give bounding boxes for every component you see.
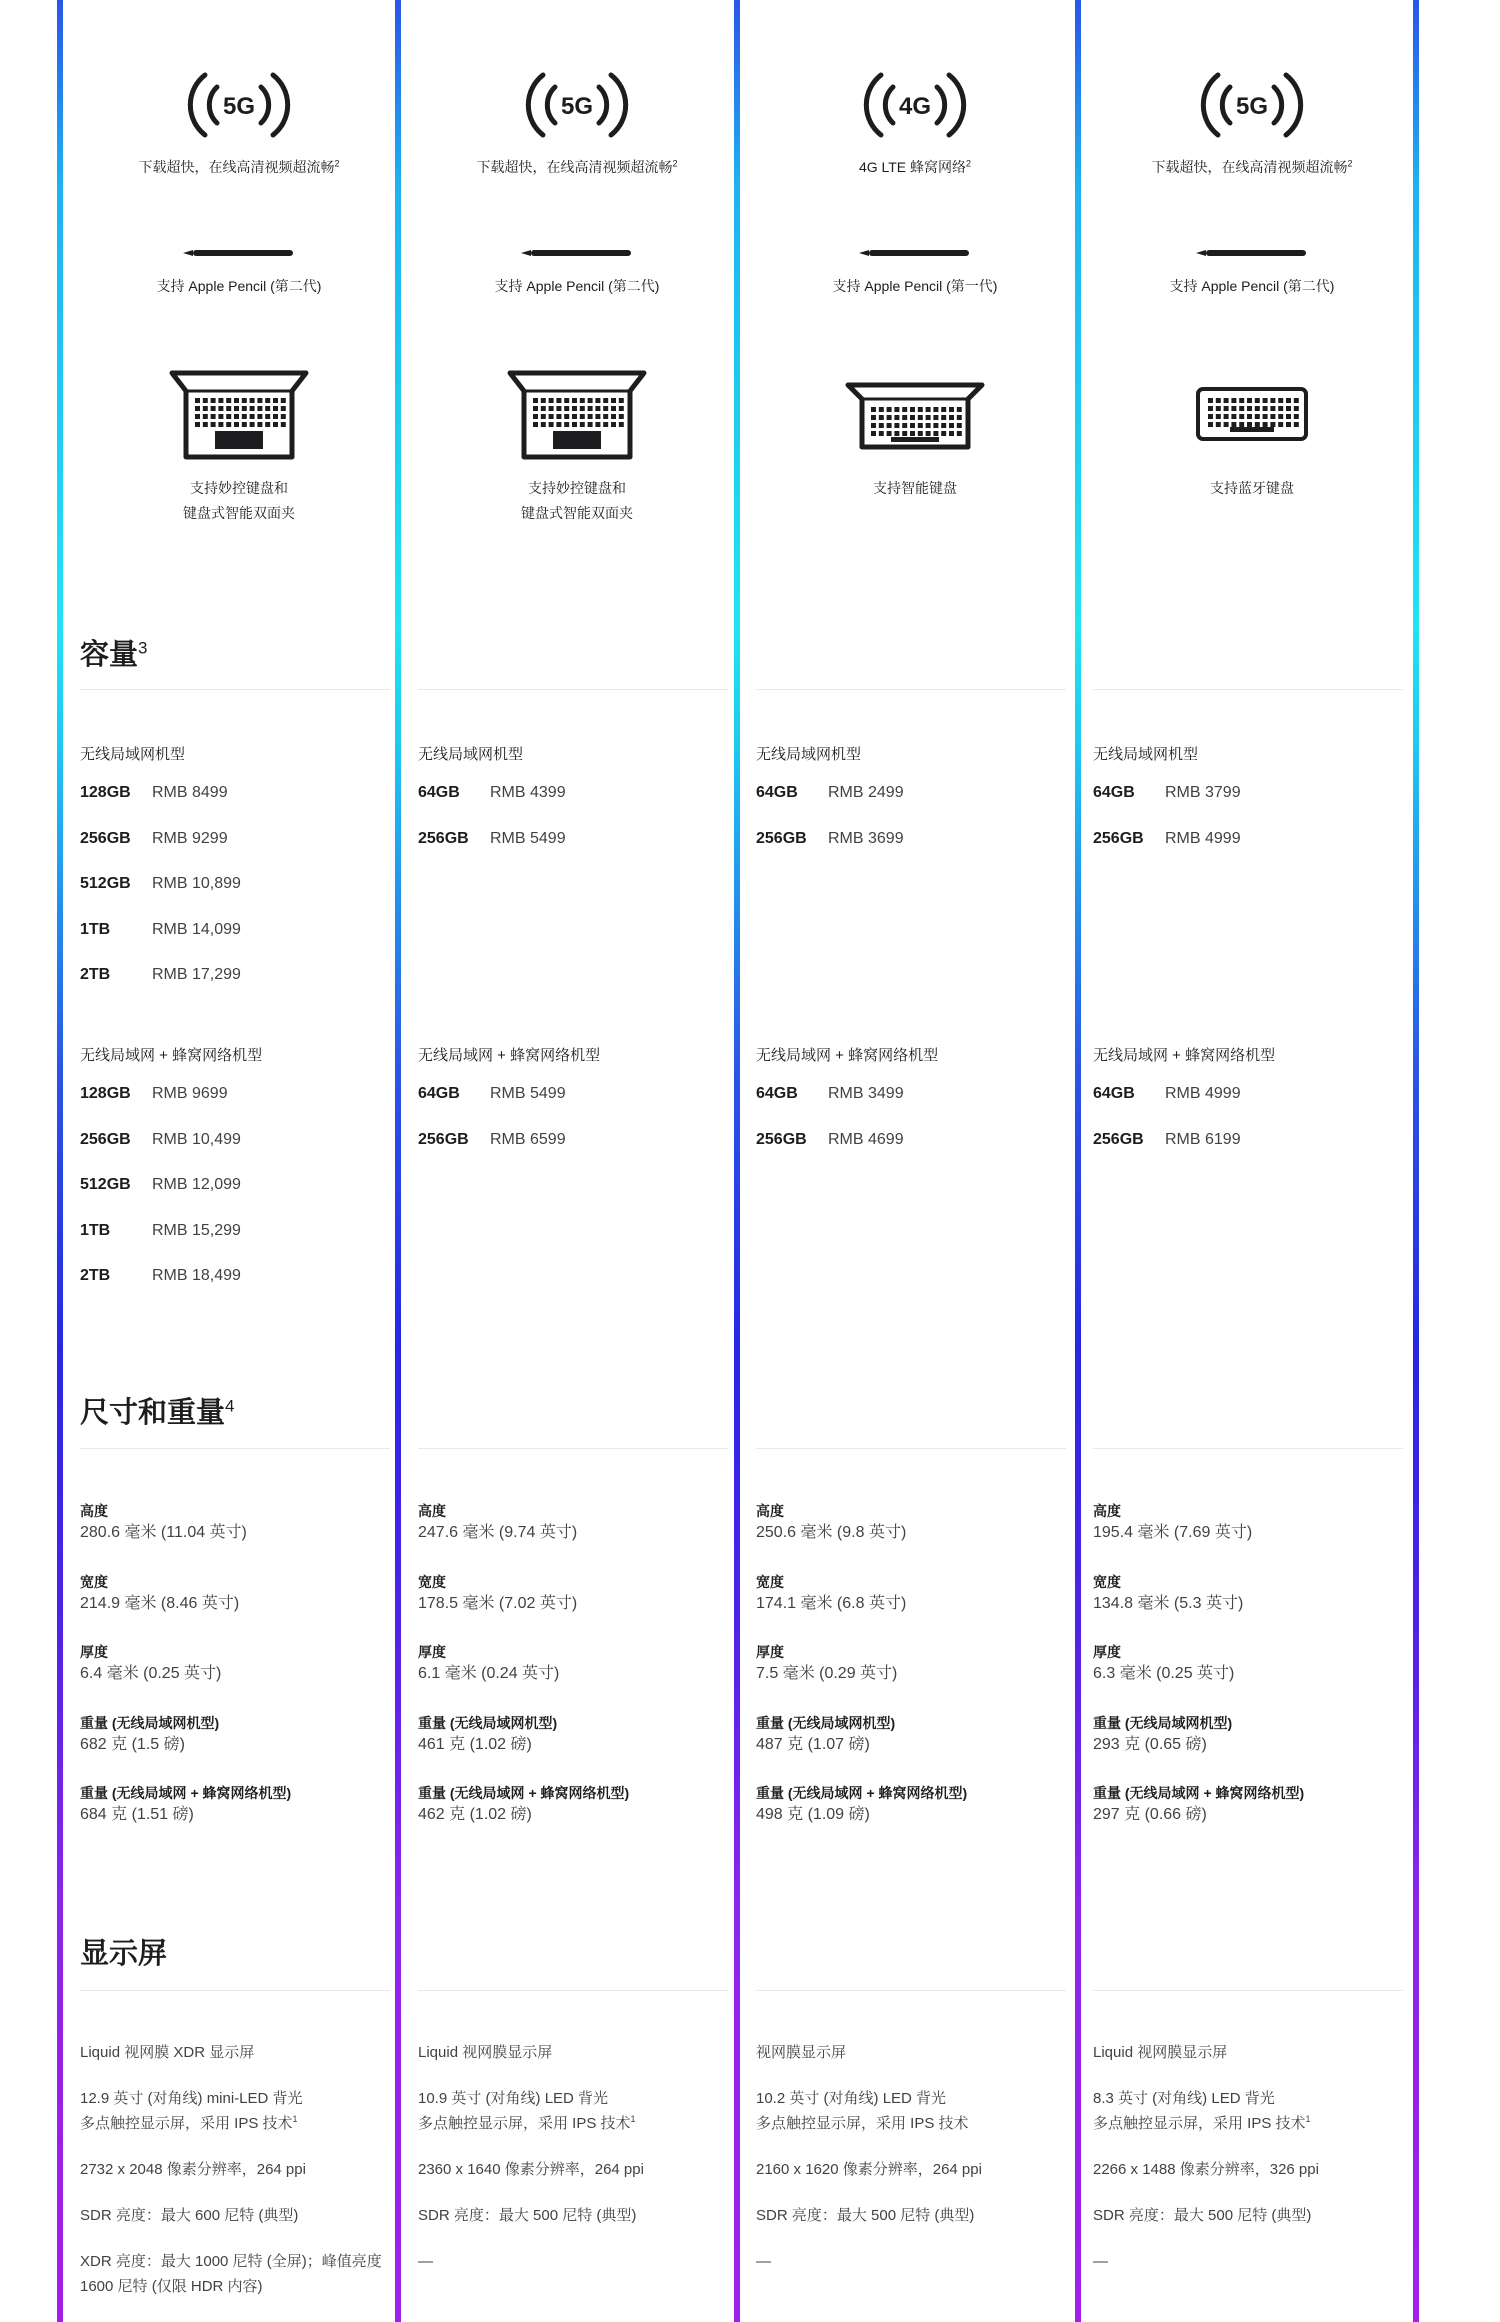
keyboard-text bbox=[1093, 476, 1411, 501]
dimension-value: 250.6 毫米 (9.8 英寸) bbox=[756, 1524, 907, 1541]
dimension-item bbox=[418, 1784, 629, 1825]
price-row bbox=[418, 1085, 566, 1103]
capacity-label: 256GB bbox=[1093, 1130, 1144, 1148]
dimension-item bbox=[418, 1643, 559, 1684]
display-size bbox=[418, 2086, 636, 2136]
cellular-model-title: 无线局域网 + 蜂窝网络机型 bbox=[1093, 1047, 1276, 1064]
dimension-item bbox=[1093, 1714, 1232, 1755]
keyboard-text bbox=[80, 476, 398, 526]
section-divider bbox=[1093, 1990, 1403, 1991]
price-value: RMB 2499 bbox=[828, 784, 904, 801]
dimension-value: 682 克 (1.5 磅) bbox=[80, 1735, 185, 1753]
display-touch-line: 多点触控显示屏，采用 IPS 技术 bbox=[756, 2115, 969, 2132]
dimension-label: 高度 bbox=[1093, 1503, 1121, 1519]
network-text: 下载超快，在线高清视频超流畅$^2$ bbox=[476, 158, 678, 175]
capacity-label: 128GB bbox=[80, 784, 131, 801]
dimension-item bbox=[80, 1643, 221, 1684]
section-divider bbox=[756, 1448, 1066, 1449]
dimension-label: 厚度 bbox=[1093, 1644, 1121, 1660]
display-name: Liquid 视网膜显示屏 bbox=[1093, 2044, 1228, 2061]
pencil-icon-wrap bbox=[80, 246, 398, 260]
display-xdr bbox=[1093, 2249, 1108, 2274]
network-text: 4G LTE 蜂窝网络$^2$ bbox=[858, 158, 972, 175]
capacity-label: 256GB bbox=[80, 829, 131, 847]
apple-pencil-icon bbox=[181, 246, 297, 260]
section-title-capacity: 容量$^3$ bbox=[80, 638, 148, 671]
footnote-marker[interactable]: 1 bbox=[1305, 2114, 1311, 2124]
pencil-icon-wrap bbox=[418, 246, 736, 260]
display-resolution: 2266 x 1488 像素分辨率，326 ppi bbox=[1093, 2161, 1319, 2178]
footnote-marker[interactable]: 2 bbox=[1347, 158, 1353, 169]
dimension-item bbox=[756, 1643, 897, 1684]
display-sdr: SDR 亮度：最大 500 尼特 (典型) bbox=[756, 2207, 975, 2224]
keyboard-text-line: 支持妙控键盘和 bbox=[190, 480, 288, 496]
display-xdr-line: 1600 尼特 (仅限 HDR 内容) bbox=[80, 2278, 263, 2295]
dimension-value: 174.1 毫米 (6.8 英寸) bbox=[756, 1594, 907, 1612]
capacity-label: 64GB bbox=[418, 784, 460, 801]
dimension-item bbox=[1093, 1643, 1234, 1684]
dimension-label: 高度 bbox=[80, 1503, 108, 1519]
dimension-label: 重量 (无线局域网机型) bbox=[1093, 1714, 1233, 1731]
price-value: RMB 6199 bbox=[1165, 1130, 1241, 1148]
wifi-model-title: 无线局域网机型 bbox=[80, 746, 186, 763]
network-icon-wrap bbox=[1093, 63, 1411, 147]
section-divider bbox=[80, 1990, 390, 1991]
keyboard-icon-wrap bbox=[1093, 386, 1411, 444]
dimension-value: 297 克 (0.66 磅) bbox=[1093, 1806, 1207, 1823]
svg-text:4G: 4G bbox=[898, 93, 932, 120]
cellular-model-title: 无线局域网 + 蜂窝网络机型 bbox=[756, 1047, 939, 1064]
price-value: RMB 10,499 bbox=[152, 1130, 241, 1148]
price-row bbox=[418, 1131, 566, 1149]
price-value: RMB 5499 bbox=[490, 829, 566, 847]
keyboard-text-line: 支持妙控键盘和 bbox=[528, 480, 626, 496]
dimension-label: 宽度 bbox=[80, 1573, 108, 1590]
display-sdr: SDR 亮度：最大 500 尼特 (典型) bbox=[418, 2207, 637, 2224]
price-value: RMB 15,299 bbox=[152, 1221, 241, 1239]
cellular-signal-icon bbox=[186, 63, 292, 147]
section-divider bbox=[756, 689, 1066, 690]
dimension-item bbox=[756, 1784, 967, 1825]
price-value: RMB 6599 bbox=[490, 1130, 566, 1148]
gradient-line-5 bbox=[1413, 0, 1419, 2322]
dimension-item bbox=[80, 1502, 247, 1543]
dimension-label: 高度 bbox=[756, 1503, 784, 1519]
dimension-label: 宽度 bbox=[756, 1573, 784, 1590]
svg-text:5G: 5G bbox=[560, 93, 594, 120]
svg-text:5G: 5G bbox=[222, 93, 256, 120]
capacity-label: 1TB bbox=[80, 920, 111, 938]
network-icon-wrap bbox=[756, 63, 1074, 147]
network-icon-wrap bbox=[418, 63, 736, 147]
price-row bbox=[1093, 1131, 1241, 1149]
footnote-marker[interactable]: 2 bbox=[334, 158, 340, 169]
cellular-model-title: 无线局域网 + 蜂窝网络机型 bbox=[80, 1047, 263, 1064]
display-resolution: 2360 x 1640 像素分辨率，264 ppi bbox=[418, 2161, 644, 2178]
capacity-label: 1TB bbox=[80, 1221, 111, 1239]
dimension-value: 247.6 毫米 (9.74 英寸) bbox=[418, 1524, 578, 1541]
dimension-value: 462 克 (1.02 磅) bbox=[418, 1806, 532, 1823]
dimension-value: 461 克 (1.02 磅) bbox=[418, 1735, 532, 1753]
price-row bbox=[756, 1085, 904, 1103]
keyboard-text-line: 支持智能键盘 bbox=[873, 480, 957, 496]
section-divider bbox=[80, 1448, 390, 1449]
capacity-label: 256GB bbox=[418, 1130, 469, 1148]
bluetooth-keyboard-icon bbox=[1195, 386, 1309, 444]
dimension-label: 重量 (无线局域网 + 蜂窝网络机型) bbox=[1093, 1785, 1305, 1801]
keyboard-icon-wrap bbox=[756, 379, 1074, 455]
dimension-item bbox=[80, 1573, 239, 1614]
capacity-label: 256GB bbox=[756, 1130, 807, 1148]
pencil-text: 支持 Apple Pencil (第二代) bbox=[156, 278, 322, 294]
svg-text:5G: 5G bbox=[1235, 93, 1269, 120]
keyboard-text bbox=[756, 476, 1074, 501]
price-value: RMB 4399 bbox=[490, 784, 566, 801]
price-row bbox=[418, 784, 566, 802]
price-row bbox=[80, 1085, 228, 1103]
display-size-line: 10.2 英寸 (对角线) LED 背光 bbox=[756, 2090, 947, 2107]
price-value: RMB 14,099 bbox=[152, 920, 241, 938]
dimension-value: 293 克 (0.65 磅) bbox=[1093, 1735, 1207, 1753]
dimension-value: 178.5 毫米 (7.02 英寸) bbox=[418, 1594, 578, 1612]
dimension-item bbox=[1093, 1502, 1252, 1543]
price-row bbox=[756, 1131, 904, 1149]
display-touch-line: 多点触控显示屏，采用 IPS 技术$^1$ bbox=[418, 2114, 636, 2132]
price-row bbox=[80, 1222, 241, 1240]
display-resolution: 2732 x 2048 像素分辨率，264 ppi bbox=[80, 2161, 306, 2178]
price-value: RMB 4699 bbox=[828, 1130, 904, 1148]
dimension-label: 厚度 bbox=[418, 1644, 446, 1660]
dimension-item bbox=[418, 1573, 577, 1614]
network-text: 下载超快，在线高清视频超流畅$^2$ bbox=[1151, 158, 1353, 175]
display-touch-line: 多点触控显示屏，采用 IPS 技术$^1$ bbox=[80, 2114, 298, 2132]
price-value: RMB 3699 bbox=[828, 829, 904, 847]
dimension-item bbox=[756, 1502, 906, 1543]
network-icon-wrap bbox=[80, 63, 398, 147]
capacity-label: 64GB bbox=[1093, 1085, 1135, 1102]
section-divider bbox=[756, 1990, 1066, 1991]
capacity-label: 256GB bbox=[80, 1130, 131, 1148]
keyboard-icon-wrap bbox=[80, 367, 398, 465]
display-name: Liquid 视网膜显示屏 bbox=[418, 2044, 553, 2061]
dimension-label: 重量 (无线局域网 + 蜂窝网络机型) bbox=[418, 1785, 630, 1801]
price-row bbox=[80, 1267, 241, 1285]
dimension-label: 重量 (无线局域网机型) bbox=[418, 1714, 558, 1731]
product-column-1 bbox=[80, 0, 398, 2322]
product-column-3 bbox=[756, 0, 1074, 2322]
dimension-value: 6.1 毫米 (0.24 英寸) bbox=[418, 1665, 560, 1682]
keyboard-text-line: 键盘式智能双面夹 bbox=[521, 505, 633, 521]
dimension-value: 280.6 毫米 (11.04 英寸) bbox=[80, 1524, 247, 1541]
section-title-display: 显示屏 bbox=[80, 1938, 168, 1970]
price-row bbox=[80, 1131, 241, 1149]
capacity-label: 256GB bbox=[418, 829, 469, 847]
section-divider bbox=[418, 1448, 728, 1449]
section-title-dimensions: 尺寸和重量$^4$ bbox=[80, 1396, 235, 1429]
apple-pencil-icon bbox=[857, 246, 973, 260]
display-touch-line: 多点触控显示屏，采用 IPS 技术$^1$ bbox=[1093, 2114, 1311, 2132]
wifi-model-title: 无线局域网机型 bbox=[418, 746, 524, 763]
price-row bbox=[418, 830, 566, 848]
section-divider bbox=[1093, 689, 1403, 690]
display-sdr: SDR 亮度：最大 500 尼特 (典型) bbox=[1093, 2207, 1312, 2224]
price-row bbox=[756, 784, 904, 802]
price-row bbox=[80, 784, 228, 802]
wifi-model-title: 无线局域网机型 bbox=[1093, 746, 1199, 763]
display-resolution: 2160 x 1620 像素分辨率，264 ppi bbox=[756, 2161, 982, 2178]
dimension-label: 宽度 bbox=[418, 1573, 446, 1590]
price-value: RMB 3799 bbox=[1165, 784, 1241, 801]
dimension-label: 高度 bbox=[418, 1503, 446, 1519]
price-value: RMB 12,099 bbox=[152, 1176, 241, 1193]
dimension-value: 6.3 毫米 (0.25 英寸) bbox=[1093, 1665, 1235, 1682]
dimension-item bbox=[418, 1714, 557, 1755]
capacity-label: 64GB bbox=[1093, 784, 1135, 801]
display-xdr bbox=[756, 2249, 771, 2274]
magic-keyboard-icon bbox=[168, 367, 310, 465]
pencil-text: 支持 Apple Pencil (第二代) bbox=[1169, 278, 1335, 294]
footnote-marker[interactable]: 4 bbox=[225, 1396, 235, 1416]
dimension-item bbox=[756, 1714, 895, 1755]
wifi-model-title: 无线局域网机型 bbox=[756, 746, 862, 763]
display-xdr bbox=[80, 2249, 382, 2299]
price-value: RMB 18,499 bbox=[152, 1267, 241, 1284]
section-divider bbox=[1093, 1448, 1403, 1449]
dimension-label: 厚度 bbox=[80, 1644, 108, 1660]
dimension-value: 498 克 (1.09 磅) bbox=[756, 1806, 870, 1823]
price-row bbox=[1093, 1085, 1241, 1103]
price-row bbox=[1093, 830, 1241, 848]
footnote-marker[interactable]: 2 bbox=[672, 158, 678, 169]
smart-keyboard-icon bbox=[844, 379, 986, 455]
display-size bbox=[80, 2086, 303, 2136]
product-column-4 bbox=[1093, 0, 1411, 2322]
display-xdr-line: — bbox=[756, 2253, 771, 2270]
cellular-signal-icon bbox=[862, 63, 968, 147]
magic-keyboard-icon bbox=[506, 367, 648, 465]
capacity-label: 64GB bbox=[756, 784, 798, 801]
section-divider bbox=[418, 689, 728, 690]
section-divider bbox=[418, 1990, 728, 1991]
capacity-label: 64GB bbox=[418, 1085, 460, 1102]
cellular-signal-icon bbox=[524, 63, 630, 147]
capacity-label: 256GB bbox=[1093, 829, 1144, 847]
pencil-icon-wrap bbox=[756, 246, 1074, 260]
keyboard-text-line: 键盘式智能双面夹 bbox=[183, 505, 295, 521]
cellular-model-title: 无线局域网 + 蜂窝网络机型 bbox=[418, 1047, 601, 1064]
display-xdr bbox=[418, 2249, 433, 2274]
display-xdr-line: XDR 亮度：最大 1000 尼特 (全屏)；峰值亮度 bbox=[80, 2253, 382, 2270]
keyboard-icon-wrap bbox=[418, 367, 736, 465]
display-xdr-line: — bbox=[418, 2253, 433, 2270]
capacity-label: 128GB bbox=[80, 1085, 131, 1102]
dimension-value: 684 克 (1.51 磅) bbox=[80, 1806, 194, 1823]
price-row bbox=[756, 830, 904, 848]
dimension-value: 7.5 毫米 (0.29 英寸) bbox=[756, 1665, 898, 1682]
product-column-2 bbox=[418, 0, 736, 2322]
price-value: RMB 17,299 bbox=[152, 966, 241, 983]
price-row bbox=[80, 966, 241, 984]
dimension-value: 214.9 毫米 (8.46 英寸) bbox=[80, 1594, 240, 1612]
capacity-label: 256GB bbox=[756, 829, 807, 847]
footnote-marker[interactable]: 2 bbox=[966, 158, 972, 169]
dimension-item bbox=[418, 1502, 577, 1543]
footnote-marker[interactable]: 1 bbox=[292, 2114, 298, 2124]
footnote-marker[interactable]: 3 bbox=[138, 638, 148, 658]
apple-pencil-icon bbox=[1194, 246, 1310, 260]
dimension-value: 195.4 毫米 (7.69 英寸) bbox=[1093, 1524, 1253, 1541]
display-size bbox=[1093, 2086, 1311, 2136]
dimension-label: 厚度 bbox=[756, 1644, 784, 1660]
dimension-item bbox=[756, 1573, 906, 1614]
gradient-line-4 bbox=[1075, 0, 1081, 2322]
capacity-label: 512GB bbox=[80, 875, 131, 892]
dimension-item bbox=[1093, 1573, 1243, 1614]
pencil-icon-wrap bbox=[1093, 246, 1411, 260]
dimension-item bbox=[80, 1784, 291, 1825]
apple-pencil-icon bbox=[519, 246, 635, 260]
keyboard-text bbox=[418, 476, 736, 526]
dimension-value: 487 克 (1.07 磅) bbox=[756, 1735, 870, 1753]
dimension-value: 6.4 毫米 (0.25 英寸) bbox=[80, 1665, 222, 1682]
dimension-item bbox=[1093, 1784, 1304, 1825]
pencil-text: 支持 Apple Pencil (第一代) bbox=[832, 278, 998, 294]
capacity-label: 512GB bbox=[80, 1176, 131, 1193]
price-value: RMB 10,899 bbox=[152, 875, 241, 892]
price-value: RMB 4999 bbox=[1165, 1085, 1241, 1102]
price-value: RMB 9299 bbox=[152, 829, 228, 847]
footnote-marker[interactable]: 1 bbox=[630, 2114, 636, 2124]
capacity-label: 2TB bbox=[80, 1267, 111, 1284]
price-row bbox=[80, 921, 241, 939]
price-value: RMB 8499 bbox=[152, 784, 228, 801]
keyboard-text-line: 支持蓝牙键盘 bbox=[1210, 480, 1294, 496]
price-value: RMB 4999 bbox=[1165, 829, 1241, 847]
display-size-line: 8.3 英寸 (对角线) LED 背光 bbox=[1093, 2090, 1275, 2107]
display-sdr: SDR 亮度：最大 600 尼特 (典型) bbox=[80, 2207, 299, 2224]
price-value: RMB 9699 bbox=[152, 1085, 228, 1102]
cellular-signal-icon bbox=[1199, 63, 1305, 147]
dimension-label: 重量 (无线局域网机型) bbox=[80, 1714, 220, 1731]
display-name: Liquid 视网膜 XDR 显示屏 bbox=[80, 2044, 255, 2061]
price-value: RMB 5499 bbox=[490, 1085, 566, 1102]
gradient-line-1 bbox=[57, 0, 63, 2322]
display-xdr-line: — bbox=[1093, 2253, 1108, 2270]
section-divider bbox=[80, 689, 390, 690]
capacity-label: 2TB bbox=[80, 966, 111, 983]
display-size-line: 12.9 英寸 (对角线) mini-LED 背光 bbox=[80, 2090, 303, 2107]
dimension-label: 重量 (无线局域网机型) bbox=[756, 1714, 896, 1731]
price-row bbox=[80, 1176, 241, 1194]
capacity-label: 64GB bbox=[756, 1085, 798, 1102]
dimension-item bbox=[80, 1714, 219, 1755]
display-size-line: 10.9 英寸 (对角线) LED 背光 bbox=[418, 2090, 609, 2107]
display-name: 视网膜显示屏 bbox=[756, 2044, 847, 2061]
network-text: 下载超快，在线高清视频超流畅$^2$ bbox=[138, 158, 340, 175]
dimension-label: 重量 (无线局域网 + 蜂窝网络机型) bbox=[80, 1785, 292, 1801]
display-size bbox=[756, 2086, 969, 2136]
price-row bbox=[80, 830, 228, 848]
dimension-value: 134.8 毫米 (5.3 英寸) bbox=[1093, 1594, 1244, 1612]
dimension-label: 重量 (无线局域网 + 蜂窝网络机型) bbox=[756, 1785, 968, 1801]
price-row bbox=[80, 875, 241, 893]
price-value: RMB 3499 bbox=[828, 1085, 904, 1102]
pencil-text: 支持 Apple Pencil (第二代) bbox=[494, 278, 660, 294]
dimension-label: 宽度 bbox=[1093, 1573, 1121, 1590]
price-row bbox=[1093, 784, 1241, 802]
